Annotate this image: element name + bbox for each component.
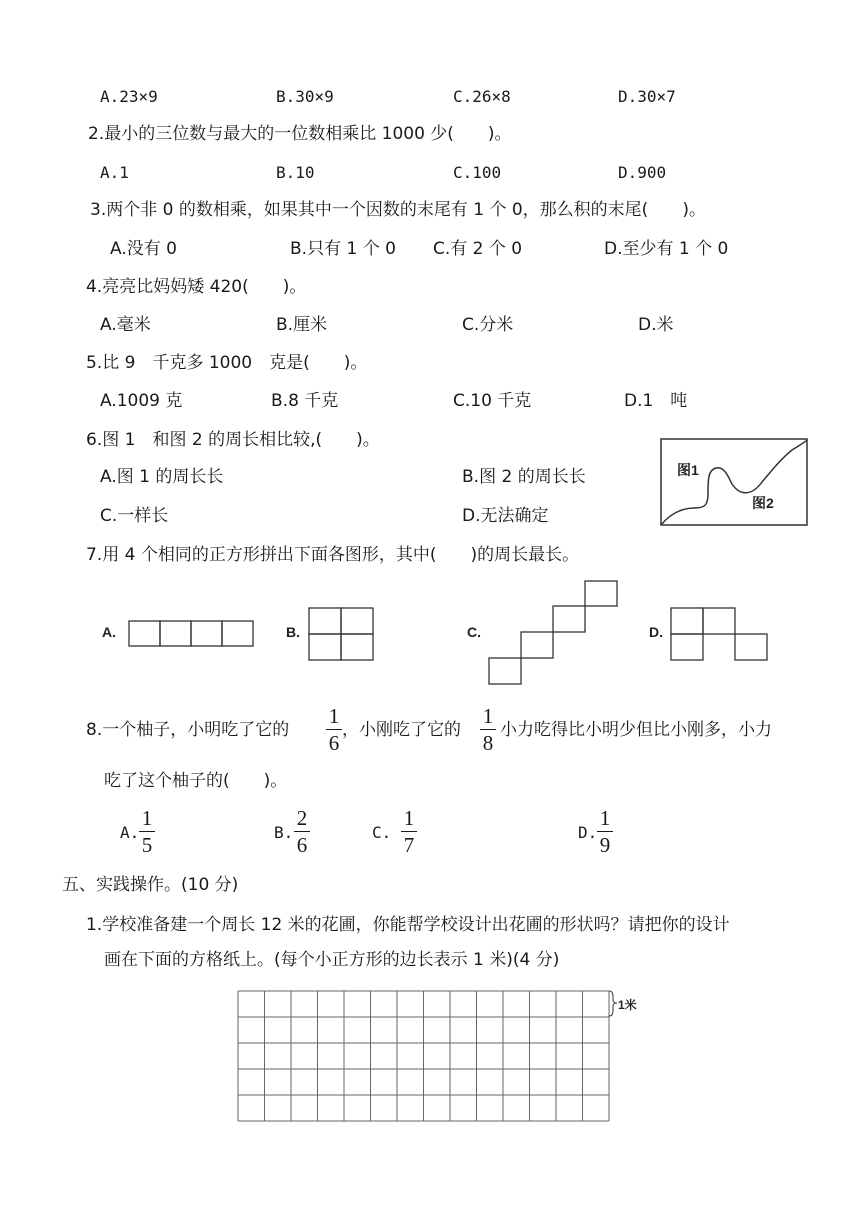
q4-option-d: D.米	[638, 315, 674, 335]
q8-option-b-numerator: 2	[296, 806, 308, 830]
q8-option-c-numerator: 1	[403, 806, 415, 830]
q8-text-line-2: 吃了这个柚子的( )。	[104, 771, 288, 791]
grid-unit-brace	[609, 991, 617, 1016]
q6-text: 6.图 1 和图 2 的周长相比较,( )。	[86, 430, 380, 450]
q8-fraction-xiaoming-numerator: 1	[328, 704, 340, 728]
q5-option-b: B.8 千克	[271, 391, 339, 411]
q8-option-b-label: B.	[274, 823, 294, 842]
q5-option-d: D.1 吨	[624, 391, 688, 411]
q2-option-d: D.900	[618, 163, 667, 182]
q7-label-a: A.	[102, 624, 116, 640]
q1-option-d: D.30×7	[618, 87, 676, 106]
q3-option-a: A.没有 0	[110, 239, 177, 259]
q8-option-c-denominator: 7	[403, 833, 415, 857]
q8-option-b-denominator: 6	[296, 833, 308, 857]
q8-text-part-3: 小力吃得比小明少但比小刚多，小力	[500, 720, 772, 740]
q6-dividing-curve	[662, 440, 807, 524]
q6-option-c: C.一样长	[100, 506, 169, 526]
q7-shape-c	[489, 581, 617, 684]
q8-option-d-numerator: 1	[599, 806, 611, 830]
q2-text: 2.最小的三位数与最大的一位数相乘比 1000 少( )。	[88, 124, 512, 144]
q4-option-a: A.毫米	[100, 315, 151, 335]
q2-option-c: C.100	[453, 163, 502, 182]
q8-option-d-denominator: 9	[599, 833, 611, 857]
q8-text-part-2: ，小刚吃了它的	[342, 720, 461, 740]
q3-option-d: D.至少有 1 个 0	[604, 239, 729, 259]
q7-shape-a	[129, 621, 253, 646]
q6-figure-frame	[661, 439, 807, 525]
q6-perimeter-figure	[660, 438, 810, 528]
q2-option-a: A.1	[100, 163, 129, 182]
q5-option-a: A.1009 克	[100, 391, 183, 411]
q8-option-c-fraction	[401, 806, 417, 857]
q2-option-b: B.10	[276, 163, 315, 182]
q1-option-b: B.30×9	[276, 87, 334, 106]
q5-option-c: C.10 千克	[453, 391, 532, 411]
q8-fraction-xiaogang-numerator: 1	[482, 704, 494, 728]
q6-option-b: B.图 2 的周长长	[462, 467, 586, 487]
q6-figure-label-2: 图2	[752, 495, 774, 511]
q8-fraction-xiaoming	[326, 704, 342, 755]
q8-fraction-xiaogang-denominator: 8	[482, 731, 494, 755]
q1-option-c: C.26×8	[453, 87, 511, 106]
q8-fraction-xiaoming-denominator: 6	[328, 731, 340, 755]
section-5-title: 五、实践操作。(10 分)	[62, 875, 239, 895]
q7-text: 7.用 4 个相同的正方形拼出下面各图形，其中( )的周长最长。	[86, 545, 580, 565]
p1-text-line-1: 1.学校准备建一个周长 12 米的花圃，你能帮学校设计出花圃的形状吗？请把你的设计	[86, 915, 730, 935]
p1-text-line-2: 画在下面的方格纸上。(每个小正方形的边长表示 1 米)(4 分)	[104, 950, 560, 970]
q6-option-a: A.图 1 的周长长	[100, 467, 224, 487]
q8-option-a-denominator: 5	[141, 833, 153, 857]
q7-label-b: B.	[286, 624, 300, 640]
q4-text: 4.亮亮比妈妈矮 420( )。	[86, 277, 307, 297]
q6-option-d: D.无法确定	[462, 506, 549, 526]
q7-label-d: D.	[649, 624, 663, 640]
q7-label-c: C.	[467, 624, 481, 640]
q8-option-c-label: C.	[372, 823, 392, 842]
q8-option-d-fraction	[597, 806, 613, 857]
q3-text: 3.两个非 0 的数相乘，如果其中一个因数的末尾有 1 个 0，那么积的末尾( )。	[90, 200, 706, 220]
q8-fraction-xiaogang	[480, 704, 496, 755]
q4-option-c: C.分米	[462, 315, 514, 335]
q6-figure-label-1: 图1	[677, 462, 699, 478]
q1-option-a: A.23×9	[100, 87, 158, 106]
q8-option-d-label: D.	[578, 823, 598, 842]
q8-option-a-fraction	[139, 806, 155, 857]
graph-paper-grid	[237, 990, 647, 1122]
grid-unit-label: 1米	[618, 998, 637, 1012]
q3-option-c: C.有 2 个 0	[433, 239, 523, 259]
q4-option-b: B.厘米	[276, 315, 328, 335]
q8-option-a-label: A.	[120, 823, 140, 842]
q7-shape-b	[309, 608, 373, 660]
q3-option-b: B.只有 1 个 0	[290, 239, 396, 259]
q7-shapes	[100, 578, 780, 688]
q5-text: 5.比 9 千克多 1000 克是( )。	[86, 353, 368, 373]
q8-option-b-fraction	[294, 806, 310, 857]
q8-option-a-numerator: 1	[141, 806, 153, 830]
q7-shape-d	[671, 608, 767, 660]
q8-text-part-1: 8.一个柚子，小明吃了它的	[86, 720, 290, 740]
